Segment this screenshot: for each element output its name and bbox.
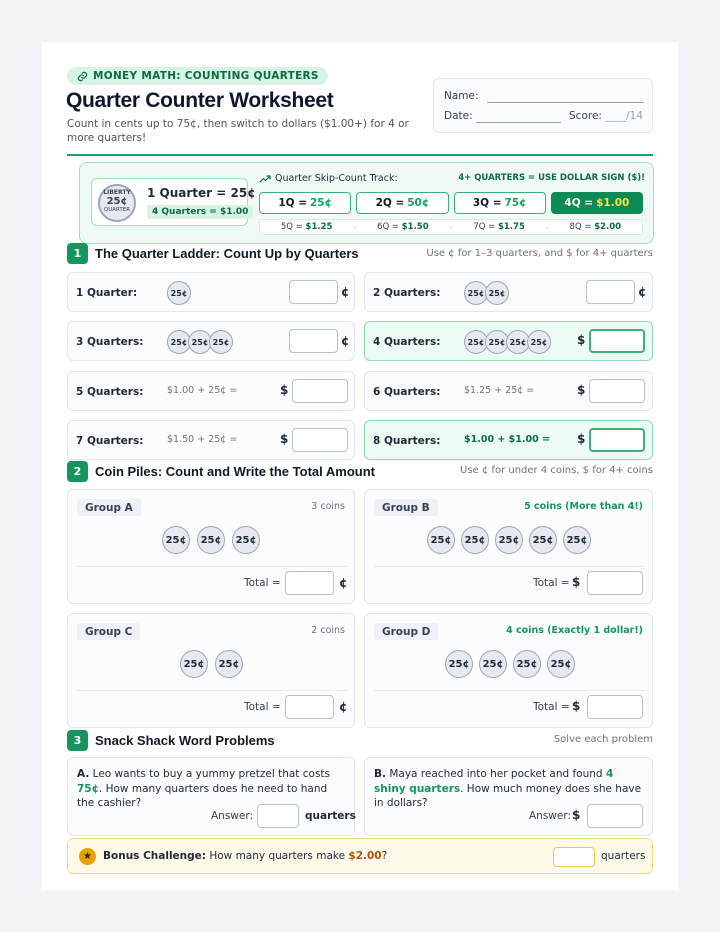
unit-symbol: ¢: [339, 700, 348, 714]
track-cell-value: $2.00: [594, 222, 622, 232]
coin-row: [167, 330, 233, 354]
problem-text-start: Maya reached into her pocket and found: [389, 768, 603, 780]
track-cell-value: $1.00: [596, 197, 630, 209]
track-row-1: [259, 192, 643, 214]
answer-box[interactable]: [292, 379, 348, 403]
coin-row: [464, 281, 509, 305]
answer-box[interactable]: [586, 280, 635, 304]
ladder-label: 1 Quarter:: [76, 287, 138, 299]
unit-symbol: $: [577, 432, 586, 446]
answer-box[interactable]: [292, 428, 348, 452]
ladder-label: 5 Quarters:: [76, 386, 144, 398]
track-cell-value: $1.75: [497, 222, 525, 232]
ladder-item-2: [364, 272, 653, 312]
answer-box[interactable]: [589, 428, 645, 452]
ladder-item-3: [67, 321, 355, 361]
bonus-unit: quarters: [601, 850, 646, 862]
track-cell-label: 3Q =: [472, 197, 502, 209]
coin-group-c: [67, 613, 355, 728]
ladder-item-4: [364, 321, 653, 361]
topic-badge: [67, 67, 328, 85]
ladder-label: 2 Quarters:: [373, 287, 441, 299]
track-cell-4q: [551, 192, 643, 214]
unit-symbol: ¢: [339, 576, 348, 590]
group-coin-count: 3 coins: [311, 501, 345, 512]
quarter-coin-icon: 25¢: [197, 526, 225, 554]
quarter-coin-icon: 25¢: [461, 526, 489, 554]
link-icon: [77, 71, 88, 82]
answer-box[interactable]: [587, 804, 643, 828]
ladder-item-5: [67, 371, 355, 411]
section-3-title: Snack Shack Word Problems: [95, 733, 275, 748]
track-cell-label: 2Q =: [375, 197, 405, 209]
ladder-label: 6 Quarters:: [373, 386, 441, 398]
track-cell-6q: [356, 222, 449, 232]
quarter-coin-icon: 25¢: [479, 650, 507, 678]
unit-symbol: ¢: [341, 334, 350, 348]
unit-symbol: $: [572, 575, 581, 589]
coin-group-a: [67, 489, 355, 604]
bonus-label: Bonus Challenge:: [103, 850, 206, 862]
hint-expression: $1.25 + 25¢ =: [464, 385, 535, 396]
header-divider: [67, 154, 653, 156]
student-info-box: [433, 78, 653, 133]
name-label: Name:: [444, 90, 479, 102]
problem-highlight: 4 shiny quarters: [374, 768, 614, 795]
problem-text-end: . How much money does she have in dollars?: [374, 782, 642, 809]
quarter-coin-icon: 25¢: [427, 526, 455, 554]
coin-pile: [180, 650, 243, 678]
unit-symbol: $: [577, 333, 586, 347]
section-1-hint: Use ¢ for 1–3 quarters, and $ for 4+ quarters: [426, 248, 653, 259]
track-cell-value: 50¢: [407, 197, 430, 209]
quarter-coin-icon: 25¢: [485, 281, 509, 305]
group-divider: [77, 566, 347, 567]
bonus-question: How many quarters make: [209, 850, 346, 862]
quarter-reference-panel: [79, 162, 654, 244]
trend-up-icon: [259, 174, 271, 184]
topic-badge-label: MONEY MATH: COUNTING QUARTERS: [93, 70, 319, 82]
coin-pile: [162, 526, 260, 554]
problem-letter: B.: [374, 768, 386, 780]
answer-box[interactable]: [257, 804, 299, 828]
coin-group-b: [364, 489, 653, 604]
problem-text-start: Leo wants to buy a yummy pretzel that costs: [92, 768, 331, 780]
quarter-coin-icon: 25¢: [513, 650, 541, 678]
quarter-coin-icon: 25¢: [162, 526, 190, 554]
track-cell-3q: [454, 192, 546, 214]
total-label: Total =: [244, 701, 281, 713]
hint-expression: $1.50 + 25¢ =: [167, 434, 238, 445]
ladder-item-7: [67, 420, 355, 460]
date-field[interactable]: [476, 122, 561, 123]
section-2-title: Coin Piles: Count and Write the Total Amount: [95, 464, 375, 479]
quarter-coin-icon: 25¢: [167, 330, 191, 354]
bonus-answer-box[interactable]: [553, 847, 595, 867]
total-label: Total =: [533, 577, 570, 589]
ladder-label: 7 Quarters:: [76, 435, 144, 447]
ladder-label: 8 Quarters:: [373, 435, 441, 447]
star-icon: ★: [79, 848, 96, 865]
quarter-coin-icon: 25¢: [180, 650, 208, 678]
name-field[interactable]: [487, 102, 644, 103]
quarter-coin-icon: 25¢: [563, 526, 591, 554]
track-cell-label: 5Q =: [280, 222, 303, 232]
unit-symbol: $: [280, 432, 289, 446]
quarter-coin-icon: 25¢: [485, 330, 509, 354]
quarter-coin-icon: 25¢: [445, 650, 473, 678]
quarter-coin-icon: 25¢: [464, 330, 488, 354]
section-2-number: 2: [67, 461, 88, 482]
coin-pile: [427, 526, 591, 554]
four-quarters-rule: 4 Quarters = $1.00: [147, 205, 253, 219]
coin-pile: [445, 650, 575, 678]
total-answer-box[interactable]: [285, 571, 334, 595]
dollar-sign-note: 4+ QUARTERS = USE DOLLAR SIGN ($)!: [458, 173, 645, 183]
answer-box[interactable]: [589, 379, 645, 403]
worksheet-page: [42, 42, 678, 890]
answer-label: Answer:: [211, 810, 254, 822]
track-cell-label: 8Q =: [569, 222, 592, 232]
coin-row: [464, 330, 551, 354]
quarter-rule-card: [91, 178, 256, 226]
quarter-coin-icon: 25¢: [547, 650, 575, 678]
answer-box[interactable]: [289, 329, 338, 353]
score-label: Score:: [569, 110, 602, 122]
track-label: Quarter Skip-Count Track:: [275, 173, 398, 184]
coin-value-text: 25¢: [106, 196, 128, 207]
track-cell-value: $1.50: [401, 222, 429, 232]
unit-symbol: ¢: [341, 285, 350, 299]
answer-box[interactable]: [589, 329, 645, 353]
coin-quarter-text: QUARTER: [103, 207, 131, 213]
group-divider: [374, 690, 645, 691]
quarter-coin-icon: 25¢: [209, 330, 233, 354]
problem-letter: A.: [77, 768, 90, 780]
section-1-title: The Quarter Ladder: Count Up by Quarters: [95, 246, 359, 261]
group-coin-count: 2 coins: [311, 625, 345, 636]
ladder-item-6: [364, 371, 653, 411]
section-3-number: 3: [67, 730, 88, 751]
answer-box[interactable]: [289, 280, 338, 304]
ladder-label: 3 Quarters:: [76, 336, 144, 348]
unit-symbol: $: [577, 383, 586, 397]
quarter-coin-icon: 25¢: [495, 526, 523, 554]
track-cell-1q: [259, 192, 351, 214]
total-answer-box[interactable]: [587, 695, 643, 719]
unit-symbol: $: [280, 383, 289, 397]
group-label: Group D: [374, 623, 438, 640]
quarter-rule-text: 1 Quarter = 25¢: [147, 186, 256, 200]
quarter-coin-icon: 25¢: [527, 330, 551, 354]
track-row-2: [259, 219, 643, 235]
group-coin-count: 5 coins (More than 4!): [524, 501, 643, 512]
track-cell-label: 4Q =: [564, 197, 594, 209]
coin-liberty-text: LIBERTY: [103, 189, 131, 196]
bonus-qmark: ?: [381, 850, 388, 862]
track-separator: -: [545, 222, 549, 232]
total-answer-box[interactable]: [587, 571, 643, 595]
unit-symbol: $: [572, 699, 581, 713]
track-cell-7q: [449, 222, 545, 232]
score-total: ____/14: [605, 110, 643, 122]
quarter-coin-icon: 25¢: [167, 281, 191, 305]
group-label: Group C: [77, 623, 140, 640]
ladder-label: 4 Quarters:: [373, 336, 441, 348]
track-cell-value: $1.25: [305, 222, 333, 232]
track-separator: -: [353, 222, 357, 232]
bonus-text: [103, 850, 387, 862]
track-header: [259, 173, 398, 184]
quarter-coin-icon: [98, 184, 136, 222]
word-problem-text: [77, 767, 347, 811]
coin-group-d: [364, 613, 653, 728]
total-label: Total =: [244, 577, 281, 589]
ladder-item-8: [364, 420, 653, 460]
bonus-amount: $2.00: [348, 850, 382, 862]
section-1-number: 1: [67, 243, 88, 264]
answer-unit: quarters: [305, 810, 356, 822]
answer-label: Answer:: [529, 810, 572, 822]
unit-symbol: ¢: [638, 285, 647, 299]
coin-row: [167, 281, 191, 305]
group-divider: [77, 690, 347, 691]
total-answer-box[interactable]: [285, 695, 334, 719]
word-problem-a: [67, 757, 355, 836]
track-cell-value: 25¢: [310, 197, 332, 209]
track-cell-label: 1Q =: [278, 197, 307, 209]
problem-text-end: . How many quarters does he need to hand the cashier?: [77, 782, 328, 809]
bonus-challenge: [67, 838, 653, 874]
problem-highlight: 75¢: [77, 782, 99, 795]
group-coin-count: 4 coins (Exactly 1 dollar!): [506, 625, 643, 636]
quarter-coin-icon: 25¢: [464, 281, 488, 305]
page-subtitle: Count in cents up to 75¢, then switch to dollars ($1.00+) for 4 or more quarters!: [67, 118, 409, 144]
quarter-coin-icon: 25¢: [506, 330, 530, 354]
track-cell-5q: [260, 222, 353, 232]
page-title: Quarter Counter Worksheet: [66, 89, 334, 112]
track-cell-value: 75¢: [504, 197, 527, 209]
quarter-coin-icon: 25¢: [215, 650, 243, 678]
quarter-coin-icon: 25¢: [188, 330, 212, 354]
date-label: Date:: [444, 110, 473, 122]
group-label: Group B: [374, 499, 438, 516]
ladder-item-1: [67, 272, 355, 312]
quarter-coin-icon: 25¢: [232, 526, 260, 554]
section-2-hint: Use ¢ for under 4 coins, $ for 4+ coins: [460, 465, 653, 476]
track-cell-8q: [549, 222, 642, 232]
word-problem-b: [364, 757, 653, 836]
track-cell-label: 7Q =: [473, 222, 496, 232]
track-cell-2q: [356, 192, 448, 214]
group-divider: [374, 566, 645, 567]
section-3-hint: Solve each problem: [553, 734, 653, 745]
hint-expression: $1.00 + $1.00 =: [464, 434, 550, 445]
total-label: Total =: [533, 701, 570, 713]
track-separator: -: [449, 222, 453, 232]
group-label: Group A: [77, 499, 141, 516]
track-cell-label: 6Q =: [377, 222, 400, 232]
hint-expression: $1.00 + 25¢ =: [167, 385, 238, 396]
unit-symbol: $: [572, 808, 581, 822]
quarter-coin-icon: 25¢: [529, 526, 557, 554]
